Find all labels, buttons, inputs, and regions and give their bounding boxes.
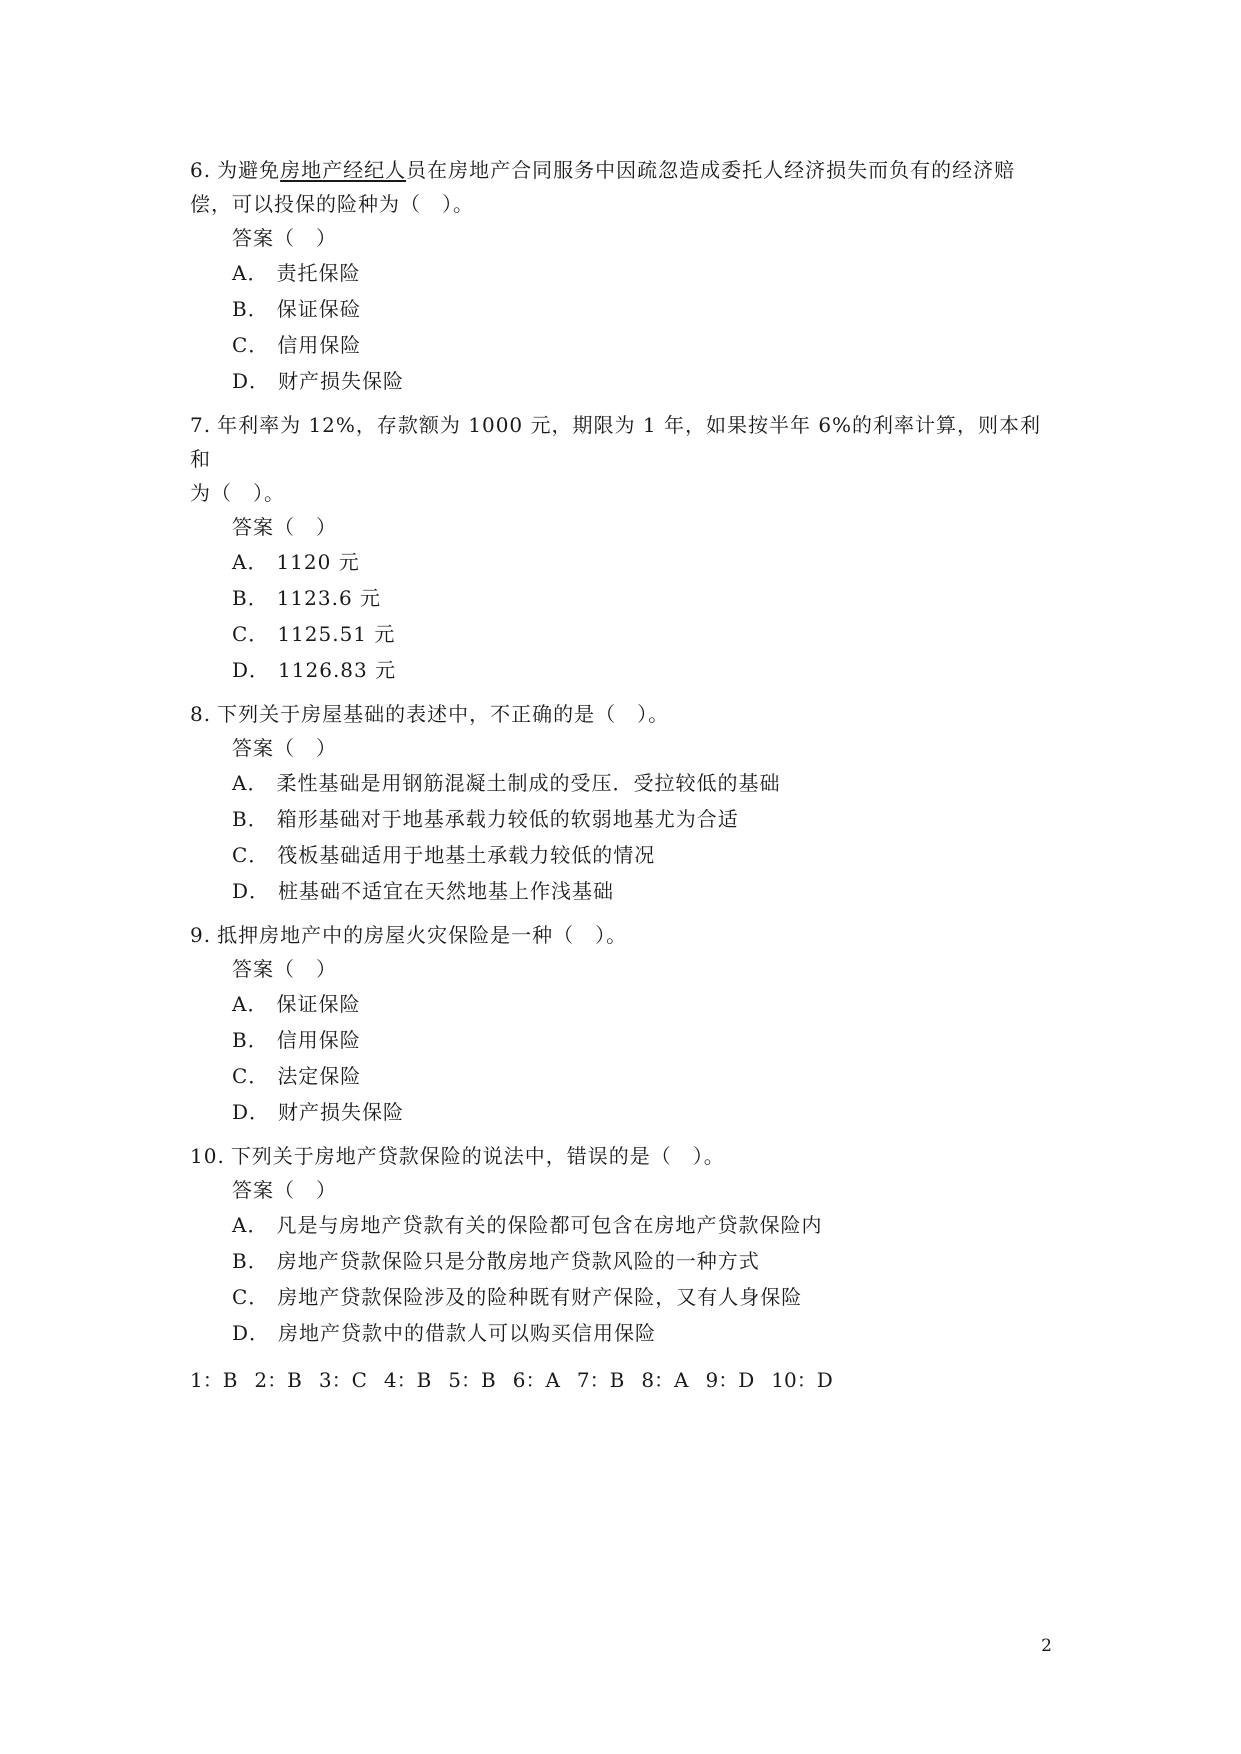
option-b <box>190 1022 1060 1058</box>
question-stem-continued: 偿，可以投保的险种为（ ）。 <box>190 192 474 216</box>
option-text: 信用保险 <box>276 1028 361 1052</box>
option-d <box>190 1094 1060 1130</box>
option-letter: B． <box>232 1028 269 1052</box>
option-text: 凡是与房地产贷款有关的保险都可包含在房地产贷款保险内 <box>276 1213 823 1237</box>
option-letter: C． <box>232 622 270 646</box>
question-number: 8. <box>190 702 212 726</box>
question-number: 6. <box>190 158 212 182</box>
option-b <box>190 580 1060 616</box>
page-number: 2 <box>1041 1636 1052 1656</box>
option-letter: B． <box>232 586 269 610</box>
answer-blank: 答案（ ） <box>232 1178 337 1202</box>
stem-text: 下列关于房地产贷款保险的说法中，错误的是（ ）。 <box>230 1144 725 1168</box>
question-10 <box>190 1139 1060 1351</box>
question-stem <box>190 918 1060 952</box>
answer-blank: 答案（ ） <box>232 957 337 981</box>
question-number: 7. <box>190 413 212 437</box>
question-stem <box>190 697 1060 731</box>
option-letter: A． <box>232 1213 269 1237</box>
option-c <box>190 1279 1060 1315</box>
option-b <box>190 1243 1060 1279</box>
option-letter: C． <box>232 1285 270 1309</box>
question-number: 10. <box>190 1144 225 1168</box>
option-letter: A． <box>232 550 269 574</box>
question-9 <box>190 918 1060 1130</box>
option-letter: D． <box>232 1321 271 1345</box>
answer-key <box>190 1363 1060 1397</box>
option-letter: B． <box>232 807 269 831</box>
question-stem <box>190 408 1060 476</box>
answer-key-item: 9：D <box>705 1368 755 1392</box>
option-d <box>190 1315 1060 1351</box>
option-d <box>190 873 1060 909</box>
answer-key-item: 5：B <box>448 1368 496 1392</box>
option-text: 房地产贷款中的借款人可以购买信用保险 <box>278 1321 657 1345</box>
option-text: 财产损失保险 <box>278 369 405 393</box>
stem-underlined-term: 房地产经纪人 <box>280 158 407 182</box>
stem-text: 下列关于房屋基础的表述中，不正确的是（ ）。 <box>217 702 670 726</box>
option-text: 箱形基础对于地基承载力较低的软弱地基尤为合适 <box>276 807 739 831</box>
option-a <box>190 255 1060 291</box>
option-letter: C． <box>232 333 270 357</box>
option-d <box>190 363 1060 399</box>
option-letter: C． <box>232 843 270 867</box>
question-stem <box>190 1139 1060 1173</box>
option-text: 1120 元 <box>276 550 360 574</box>
option-a <box>190 1207 1060 1243</box>
option-letter: A． <box>232 771 269 795</box>
option-text: 财产损失保险 <box>278 1100 405 1124</box>
question-6 <box>190 153 1060 399</box>
option-text: 保证保险 <box>276 992 361 1016</box>
question-stem <box>190 153 1060 187</box>
option-text: 法定保险 <box>277 1064 362 1088</box>
option-letter: C． <box>232 1064 270 1088</box>
answer-key-item: 8：A <box>641 1368 689 1392</box>
answer-key-item: 10：D <box>771 1368 833 1392</box>
stem-text: 抵押房地产中的房屋火灾保险是一种（ ）。 <box>217 923 628 947</box>
stem-text: 为避免 <box>217 158 281 182</box>
question-7 <box>190 408 1060 688</box>
option-c <box>190 837 1060 873</box>
option-text: 信用保险 <box>277 333 362 357</box>
option-letter: D． <box>232 658 271 682</box>
question-number: 9. <box>190 923 212 947</box>
option-text: 房地产贷款保险只是分散房地产贷款风险的一种方式 <box>276 1249 760 1273</box>
option-c <box>190 1058 1060 1094</box>
stem-text: 年利率为 12%，存款额为 1000 元，期限为 1 年，如果按半年 6%的利率计算，则本利和 <box>190 413 1042 471</box>
answer-blank: 答案（ ） <box>232 736 337 760</box>
stem-text: 员在房地产合同服务中因疏忽造成委托人经济损失而负有的经济赔 <box>406 158 1016 182</box>
option-text: 1125.51 元 <box>277 622 396 646</box>
option-text: 1126.83 元 <box>278 658 397 682</box>
option-text: 筏板基础适用于地基土承载力较低的情况 <box>277 843 656 867</box>
answer-key-item: 2：B <box>254 1368 302 1392</box>
option-b <box>190 801 1060 837</box>
option-text: 桩基础不适宜在天然地基上作浅基础 <box>278 879 615 903</box>
option-text: 房地产贷款保险涉及的险种既有财产保险，又有人身保险 <box>277 1285 803 1309</box>
option-letter: B． <box>232 297 269 321</box>
answer-blank: 答案（ ） <box>232 515 337 539</box>
option-text: 保证保硷 <box>276 297 361 321</box>
option-letter: B． <box>232 1249 269 1273</box>
question-stem-continued: 为（ ）。 <box>190 481 285 505</box>
option-a <box>190 986 1060 1022</box>
option-a <box>190 765 1060 801</box>
option-a <box>190 544 1060 580</box>
option-letter: A． <box>232 992 269 1016</box>
option-letter: D． <box>232 369 271 393</box>
option-text: 1123.6 元 <box>276 586 382 610</box>
option-c <box>190 327 1060 363</box>
answer-key-item: 6：A <box>512 1368 560 1392</box>
option-d <box>190 652 1060 688</box>
option-letter: D． <box>232 879 271 903</box>
option-b <box>190 291 1060 327</box>
option-text: 责托保险 <box>276 261 361 285</box>
question-list <box>190 153 1060 1397</box>
option-letter: D． <box>232 1100 271 1124</box>
answer-blank: 答案（ ） <box>232 226 337 250</box>
option-letter: A． <box>232 261 269 285</box>
option-c <box>190 616 1060 652</box>
option-text: 柔性基础是用钢筋混凝土制成的受压．受拉较低的基础 <box>276 771 781 795</box>
answer-key-item: 4：B <box>383 1368 432 1392</box>
question-8 <box>190 697 1060 909</box>
answer-key-item: 1：B <box>190 1368 238 1392</box>
answer-key-item: 7：B <box>576 1368 625 1392</box>
answer-key-item: 3：C <box>318 1368 367 1392</box>
